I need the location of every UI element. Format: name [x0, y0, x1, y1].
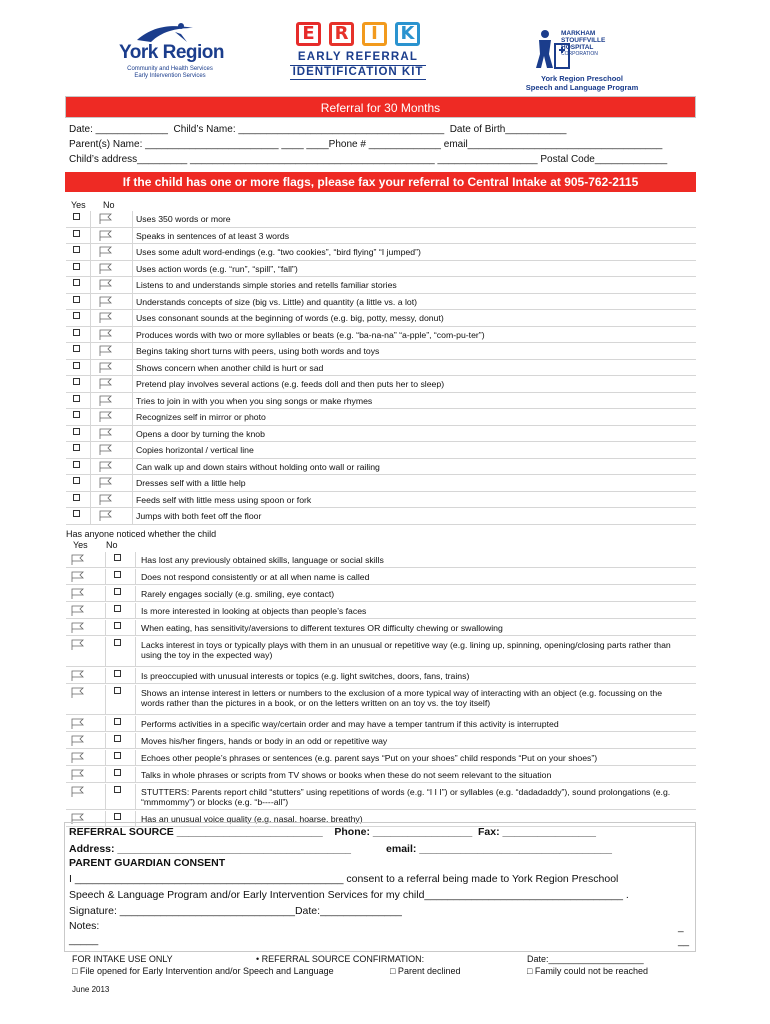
yes-checkbox[interactable] — [73, 312, 80, 319]
section1-item-text: Copies horizontal / vertical line — [136, 445, 254, 455]
no-cell — [91, 459, 133, 475]
section1-item-text: Listens to and understands simple stories and retells familiar stories — [136, 280, 397, 290]
section2-item-text: Moves his/her fingers, hands or body in an odd or repetitive way — [141, 736, 388, 746]
section1-row — [66, 277, 696, 294]
yes-cell — [66, 620, 106, 635]
no-checkbox[interactable] — [114, 687, 121, 694]
no-cell — [106, 716, 136, 731]
no-cell — [91, 492, 133, 508]
flag-icon[interactable] — [70, 768, 86, 780]
flag-icon[interactable] — [98, 344, 114, 356]
section1-item-text: Recognizes self in mirror or photo — [136, 412, 266, 422]
no-cell — [106, 685, 136, 714]
erik-title-line1: EARLY REFERRAL — [297, 51, 419, 63]
no-checkbox[interactable] — [114, 769, 121, 776]
no-checkbox[interactable] — [114, 718, 121, 725]
section1-row — [66, 343, 696, 360]
section2-row — [66, 668, 696, 684]
yes-cell — [66, 784, 106, 809]
section2-row — [66, 784, 696, 810]
section1-row — [66, 327, 696, 344]
no-cell — [91, 261, 133, 277]
yes-checkbox[interactable] — [73, 510, 80, 517]
yes-cell — [66, 310, 91, 326]
yes-cell — [66, 294, 91, 310]
hospital-program: York Region Preschool Speech and Language Program — [525, 74, 639, 92]
york-region-name: York Region — [119, 42, 224, 63]
section2-row — [66, 569, 696, 585]
section2-item-text: Has lost any previously obtained skills, language or social skills — [141, 555, 384, 565]
section2-row — [66, 716, 696, 732]
section1-item-text: Uses action words (e.g. “run”, “spill”, “fall”) — [136, 263, 298, 274]
section1-row — [66, 508, 696, 525]
yes-cell — [66, 569, 106, 584]
section2-item-text: Is more interested in looking at objects than people’s faces — [141, 606, 367, 616]
no-checkbox[interactable] — [114, 786, 121, 793]
flag-icon[interactable] — [70, 717, 86, 729]
section2-item-text: STUTTERS: Parents report child “stutters” using repetitions of words (e.g. “I I I”) or syllables (e.g. “dadadaddy”), sound prolongations (e.g. “mmmommy”) or blocks (e.g. “b----all”) — [141, 787, 671, 807]
yes-cell — [66, 211, 91, 227]
header-line-address[interactable]: Child’s address_________ ____________________________________________ __________________ Postal Code_____________ — [69, 154, 668, 165]
consent-line-1[interactable]: I ______________________________________________ consent to a referral being made to York Region Preschool — [69, 873, 619, 885]
yes-cell — [66, 552, 106, 567]
no-cell — [91, 211, 133, 227]
section2-item-text: Echoes other people’s phrases or sentences (e.g. parent says “Put on your shoes” child responds “Put on your shoes”) — [141, 753, 598, 763]
no-cell — [106, 767, 136, 782]
yes-cell — [66, 327, 91, 343]
notes-line: _____ — [69, 934, 99, 946]
flag-icon[interactable] — [98, 328, 114, 340]
section1-item-text: Uses 350 words or more — [136, 214, 231, 224]
erik-title-line2: IDENTIFICATION KIT — [290, 65, 426, 80]
yes-checkbox[interactable] — [73, 494, 80, 501]
flag-icon[interactable] — [70, 553, 86, 565]
yes-cell — [66, 409, 91, 425]
section1-row — [66, 426, 696, 443]
flag-icon[interactable] — [98, 278, 114, 290]
flag-icon[interactable] — [98, 212, 114, 224]
section1-row — [66, 261, 696, 278]
flag-icon[interactable] — [98, 460, 114, 472]
section1-row — [66, 393, 696, 410]
section2-row — [66, 685, 696, 715]
hospital-logo — [517, 24, 647, 92]
no-checkbox[interactable] — [114, 813, 121, 820]
yes-cell — [66, 244, 91, 260]
yes-cell — [66, 360, 91, 376]
york-region-swoosh-icon — [135, 22, 195, 44]
no-cell — [91, 376, 133, 392]
flag-icon[interactable] — [98, 377, 114, 389]
referral-box — [64, 822, 696, 952]
no-checkbox[interactable] — [114, 670, 121, 677]
flag-icon[interactable] — [70, 638, 86, 650]
yes-checkbox[interactable] — [73, 477, 80, 484]
yes-cell — [66, 586, 106, 601]
section1-item-text: Dresses self with a little help — [136, 478, 246, 488]
yes-cell — [66, 637, 106, 666]
flag-icon[interactable] — [98, 427, 114, 439]
flag-icon[interactable] — [98, 295, 114, 307]
confirmation-label: • REFERRAL SOURCE CONFIRMATION: — [256, 954, 425, 964]
erik-letter-e: E — [296, 22, 321, 46]
yes-cell — [66, 685, 106, 714]
yes-cell — [66, 603, 106, 618]
flag-icon[interactable] — [70, 587, 86, 599]
section1-row — [66, 492, 696, 509]
section2-item-text: Is preoccupied with unusual interests or topics (e.g. light switches, doors, fans, trains) — [141, 671, 470, 681]
flag-icon[interactable] — [70, 621, 86, 633]
section2-no-header: No — [106, 540, 118, 550]
erik-letter-k: K — [395, 22, 420, 46]
section1-row — [66, 244, 696, 261]
no-cell — [91, 360, 133, 376]
yes-cell — [66, 750, 106, 765]
yes-checkbox[interactable] — [73, 461, 80, 468]
section2-item-text: Lacks interest in toys or typically plays with them in an unusual or repetitive way (e.g. lining up, spinning, opening/closing parts rather than using the toy in the expected way) — [141, 640, 671, 660]
option-not-reached[interactable]: □ Family could not be reached — [527, 966, 648, 976]
yes-cell — [66, 228, 91, 244]
section1-row — [66, 294, 696, 311]
flag-icon[interactable] — [98, 509, 114, 521]
yes-cell — [66, 442, 91, 458]
no-cell — [91, 442, 133, 458]
section1-item-text: Begins taking short turns with peers, using both words and toys — [136, 346, 380, 356]
flag-icon[interactable] — [98, 476, 114, 488]
no-cell — [91, 244, 133, 260]
no-checkbox[interactable] — [114, 752, 121, 759]
no-cell — [91, 228, 133, 244]
no-cell — [106, 620, 136, 635]
section2-row — [66, 750, 696, 766]
no-cell — [106, 552, 136, 567]
section1-no-header: No — [103, 200, 115, 210]
section2-row — [66, 767, 696, 783]
referral-source-line[interactable]: REFERRAL SOURCE _________________________ Phone: _________________ Fax: ________________ — [69, 826, 596, 838]
yes-cell — [66, 508, 91, 524]
no-cell — [91, 327, 133, 343]
yes-checkbox[interactable] — [73, 246, 80, 253]
section1-row — [66, 459, 696, 476]
yes-cell — [66, 277, 91, 293]
flag-banner: If the child has one or more flags, please fax your referral to Central Intake at 905-762-2115 — [65, 172, 696, 192]
section2-row — [66, 620, 696, 636]
flag-icon[interactable] — [98, 245, 114, 257]
flag-icon[interactable] — [70, 785, 86, 797]
no-cell — [91, 409, 133, 425]
flag-icon[interactable] — [98, 361, 114, 373]
option-parent-declined[interactable]: □ Parent declined — [390, 966, 461, 976]
section2-row — [66, 586, 696, 602]
section1-row — [66, 310, 696, 327]
consent-heading: PARENT GUARDIAN CONSENT — [69, 857, 226, 869]
no-cell — [91, 426, 133, 442]
referral-address-line[interactable]: Address: ________________________________________ email: _________________________________ — [69, 843, 612, 855]
no-cell — [106, 586, 136, 601]
flag-icon[interactable] — [70, 686, 86, 698]
intake-label: FOR INTAKE USE ONLY — [72, 954, 173, 964]
section1-row — [66, 475, 696, 492]
no-cell — [91, 475, 133, 491]
yes-checkbox[interactable] — [73, 411, 80, 418]
erik-letter-i: I — [362, 22, 387, 46]
flag-icon[interactable] — [70, 570, 86, 582]
no-checkbox[interactable] — [114, 605, 121, 612]
section2-item-text: Has an unusual voice quality (e.g. nasal, hoarse, breathy) — [141, 814, 363, 824]
no-cell — [91, 343, 133, 359]
section1-row — [66, 409, 696, 426]
no-cell — [106, 668, 136, 683]
flag-icon[interactable] — [98, 229, 114, 241]
no-cell — [91, 393, 133, 409]
yes-checkbox[interactable] — [73, 444, 80, 451]
yes-checkbox[interactable] — [73, 279, 80, 286]
section1-item-text: Produces words with two or more syllables or beats (e.g. “ba-na-na” “a-pple”, “com-pu-ter”) — [136, 329, 485, 340]
yes-checkbox[interactable] — [73, 378, 80, 385]
no-checkbox[interactable] — [114, 554, 121, 561]
section2-item-text: Shows an intense interest in letters or numbers to the exclusion of a more typical way of interacting with an object (e.g. focussing on the words rather than the pictures in a book, or on the letters written on an toy vs. the toy itself) — [141, 688, 663, 708]
no-checkbox[interactable] — [114, 735, 121, 742]
yes-checkbox[interactable] — [73, 345, 80, 352]
section1-item-text: Speaks in sentences of at least 3 words — [136, 230, 290, 241]
no-cell — [106, 733, 136, 748]
yes-cell — [66, 459, 91, 475]
section1-row — [66, 228, 696, 245]
flag-icon[interactable] — [98, 394, 114, 406]
yes-cell — [66, 343, 91, 359]
form-title: Referral for 30 Months — [65, 96, 696, 118]
section2-heading: Has anyone noticed whether the child — [66, 529, 217, 539]
consent-line-2[interactable]: Speech & Language Program and/or Early Intervention Services for my child__________________________________ . — [69, 889, 629, 901]
section1-item-text: Feeds self with little mess using spoon or fork — [136, 494, 312, 505]
section1-row — [66, 360, 696, 377]
yes-cell — [66, 767, 106, 782]
yes-cell — [66, 261, 91, 277]
flag-icon[interactable] — [98, 443, 114, 455]
section1-item-text: Uses consonant sounds at the beginning of words (e.g. big, potty, messy, donut) — [136, 313, 444, 323]
hospital-name: MARKHAM STOUFFVILLE HOSPITAL CORPORATION — [561, 30, 606, 57]
signature-line[interactable]: Signature: ______________________________Date:______________ — [69, 905, 402, 917]
intake-date[interactable]: Date:___________________ — [527, 954, 644, 964]
no-cell — [106, 603, 136, 618]
section2-row — [66, 637, 696, 667]
yes-checkbox[interactable] — [73, 230, 80, 237]
section1-row — [66, 376, 696, 393]
notes-label[interactable]: Notes: — [69, 920, 100, 932]
yes-checkbox[interactable] — [73, 428, 80, 435]
yes-cell — [66, 426, 91, 442]
section2-row — [66, 552, 696, 568]
york-region-logo — [105, 22, 225, 80]
flag-icon[interactable] — [98, 262, 114, 274]
section1-item-text: Pretend play involves several actions (e.g. feeds doll and then puts her to sleep) — [136, 379, 445, 389]
section1-yes-header: Yes — [71, 200, 86, 210]
yes-cell — [66, 475, 91, 491]
no-cell — [106, 569, 136, 584]
option-file-opened[interactable]: □ File opened for Early Intervention and/or Speech and Language — [72, 966, 334, 976]
section1-item-text: Shows concern when another child is hurt or sad — [136, 362, 324, 373]
yes-cell — [66, 376, 91, 392]
section2-item-text: Talks in whole phrases or scripts from TV shows or books when these do not seem relevant to the situation — [141, 770, 552, 780]
york-region-subtitle: Community and Health Services Early Intervention Services — [127, 66, 213, 79]
section2-item-text: Performs activities in a specific way/certain order and may have a temper tantrum if this activity is interrupted — [141, 719, 559, 729]
no-cell — [106, 784, 136, 809]
section1-row — [66, 442, 696, 459]
section2-row — [66, 603, 696, 619]
notes-dash-1: _ — [678, 922, 684, 933]
version-date: June 2013 — [72, 985, 110, 994]
section1-item-text: Jumps with both feet off the floor — [136, 511, 262, 521]
no-checkbox[interactable] — [114, 639, 121, 646]
section1-item-text: Tries to join in with you when you sing songs or make rhymes — [136, 395, 373, 406]
yes-checkbox[interactable] — [73, 263, 80, 270]
section1-row — [66, 211, 696, 228]
yes-checkbox[interactable] — [73, 213, 80, 220]
no-cell — [91, 310, 133, 326]
flag-icon[interactable] — [70, 751, 86, 763]
section1-item-text: Can walk up and down stairs without holding onto wall or railing — [136, 461, 380, 472]
section1-item-text: Opens a door by turning the knob — [136, 428, 265, 439]
yes-cell — [66, 668, 106, 683]
notes-dash-2: __ — [678, 936, 690, 947]
section2-item-text: Rarely engages socially (e.g. smiling, eye contact) — [141, 589, 335, 599]
no-checkbox[interactable] — [114, 622, 121, 629]
erik-letters — [288, 22, 428, 46]
yes-checkbox[interactable] — [73, 395, 80, 402]
yes-checkbox[interactable] — [73, 296, 80, 303]
no-cell — [91, 508, 133, 524]
section1-item-text: Understands concepts of size (big vs. Little) and quantity (a little vs. a lot) — [136, 296, 418, 307]
flag-icon[interactable] — [70, 604, 86, 616]
section2-yes-header: Yes — [73, 540, 88, 550]
yes-cell — [66, 492, 91, 508]
section2-row — [66, 733, 696, 749]
yes-checkbox[interactable] — [73, 362, 80, 369]
header-line-date-child[interactable]: Date: _____________ Child’s Name: _____________________________________ Date of Birth___________ — [69, 124, 567, 135]
no-cell — [106, 750, 136, 765]
no-checkbox[interactable] — [114, 588, 121, 595]
flag-icon[interactable] — [98, 311, 114, 323]
erik-letter-r: R — [329, 22, 354, 46]
erik-logo — [288, 22, 428, 92]
section1-item-text: Uses some adult word-endings (e.g. “two cookies”, “bird flying” “I jumped”) — [136, 247, 421, 257]
flag-icon[interactable] — [98, 493, 114, 505]
no-cell — [106, 637, 136, 666]
flag-icon[interactable] — [98, 410, 114, 422]
no-checkbox[interactable] — [114, 571, 121, 578]
yes-checkbox[interactable] — [73, 329, 80, 336]
no-cell — [91, 294, 133, 310]
section2-item-text: When eating, has sensitivity/aversions to different textures OR difficulty chewing or swallowing — [141, 623, 503, 633]
no-cell — [91, 277, 133, 293]
yes-cell — [66, 716, 106, 731]
yes-cell — [66, 733, 106, 748]
header-line-parent[interactable]: Parent(s) Name: ________________________ ____ ____Phone # _____________ email___________________________________ — [69, 139, 663, 150]
flag-icon[interactable] — [70, 669, 86, 681]
flag-icon[interactable] — [70, 734, 86, 746]
section2-item-text: Does not respond consistently or at all when name is called — [141, 572, 370, 582]
yes-cell — [66, 393, 91, 409]
